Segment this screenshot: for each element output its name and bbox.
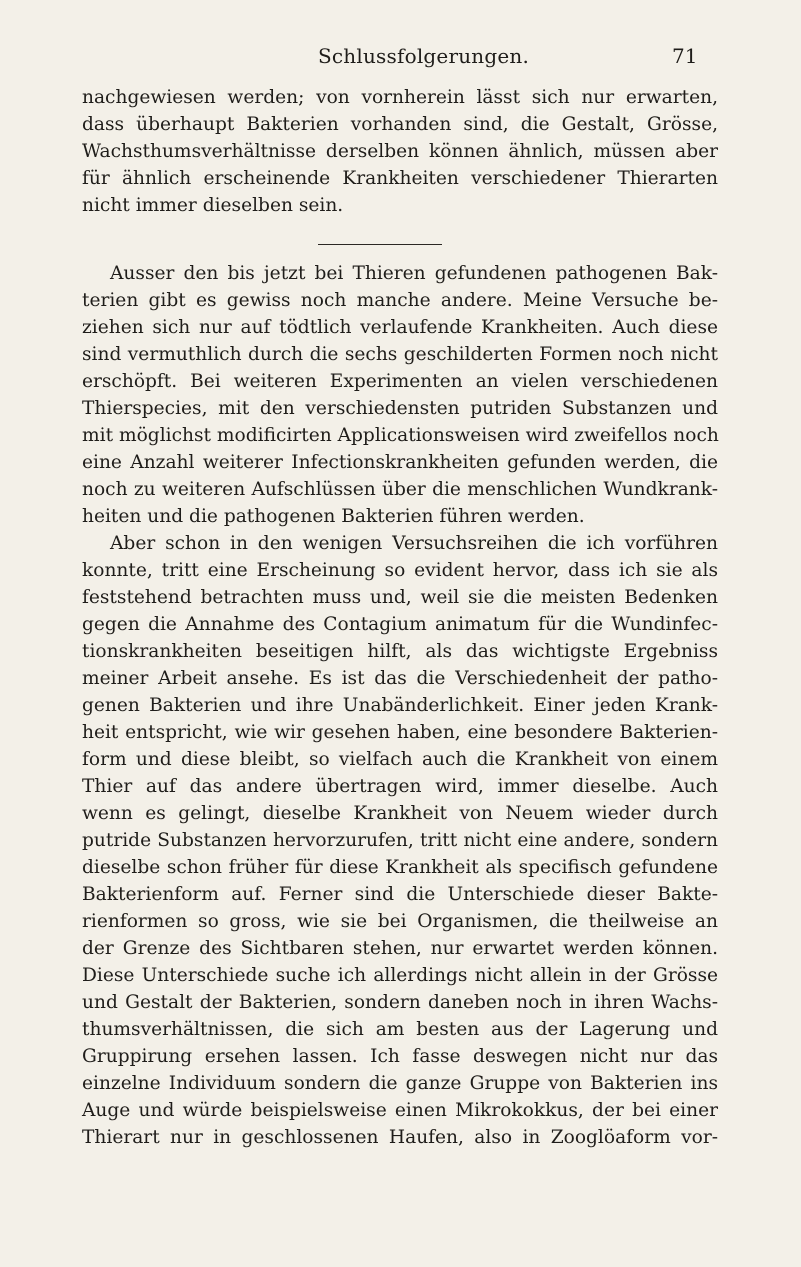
text-line: noch zu weiteren Aufschlüssen über die menschlichen Wundkrank- bbox=[82, 479, 718, 500]
section-divider bbox=[318, 244, 442, 245]
text-line: erschöpft. Bei weiteren Experimenten an vielen verschiedenen bbox=[82, 371, 718, 392]
text-line: für ähnlich erscheinende Krankheiten verschiedener Thierarten bbox=[82, 168, 718, 189]
running-head bbox=[0, 40, 801, 74]
text-line: terien gibt es gewiss noch manche andere. Meine Versuche be- bbox=[82, 290, 718, 311]
text-line: ziehen sich nur auf tödtlich verlaufende Krankheiten. Auch diese bbox=[82, 317, 718, 338]
text-line: Bakterienform auf. Ferner sind die Unterschiede dieser Bakte- bbox=[82, 884, 718, 905]
text-line: Diese Unterschiede suche ich allerdings nicht allein in der Grösse bbox=[82, 965, 718, 986]
text-line: feststehend betrachten muss und, weil sie die meisten Bedenken bbox=[82, 587, 718, 608]
text-line: gegen die Annahme des Contagium animatum für die Wundinfec- bbox=[82, 614, 718, 635]
text-line: meiner Arbeit ansehe. Es ist das die Verschiedenheit der patho- bbox=[82, 668, 718, 689]
text-line: sind vermuthlich durch die sechs geschilderten Formen noch nicht bbox=[82, 344, 718, 365]
text-line: und Gestalt der Bakterien, sondern daneben noch in ihren Wachs- bbox=[82, 992, 718, 1013]
text-line: nicht immer dieselben sein. bbox=[82, 195, 344, 216]
text-line: Thierart nur in geschlossenen Haufen, also in Zooglöaform vor- bbox=[82, 1127, 718, 1148]
paragraph-continuation bbox=[82, 84, 718, 219]
running-title: Schlussfolgerungen. bbox=[318, 44, 530, 68]
text-line: tionskrankheiten beseitigen hilft, als das wichtigste Ergebniss bbox=[82, 641, 718, 662]
text-line: dass überhaupt Bakterien vorhanden sind, die Gestalt, Grösse, bbox=[82, 114, 718, 135]
text-line: nachgewiesen werden; von vornherein lässt sich nur erwarten, bbox=[82, 87, 718, 108]
text-line: putride Substanzen hervorzurufen, tritt nicht eine andere, sondern bbox=[82, 830, 718, 851]
text-line: genen Bakterien und ihre Unabänderlichkeit. Einer jeden Krank- bbox=[82, 695, 718, 716]
text-line: thumsverhältnissen, die sich am besten aus der Lagerung und bbox=[82, 1019, 718, 1040]
paragraph bbox=[82, 530, 718, 1151]
body-text bbox=[82, 260, 718, 1151]
page-number: 71 bbox=[672, 44, 698, 68]
text-line: heit entspricht, wie wir gesehen haben, eine besondere Bakterien- bbox=[82, 722, 718, 743]
text-line: Wachsthumsverhältnisse derselben können ähnlich, müssen aber bbox=[82, 141, 718, 162]
text-line: eine Anzahl weiterer Infectionskrankheiten gefunden werden, die bbox=[82, 452, 718, 473]
text-line: heiten und die pathogenen Bakterien führen werden. bbox=[82, 506, 585, 527]
text-line: Gruppirung ersehen lassen. Ich fasse deswegen nicht nur das bbox=[82, 1046, 718, 1067]
paragraph bbox=[82, 260, 718, 530]
text-line: dieselbe schon früher für diese Krankheit als specifisch gefundene bbox=[82, 857, 718, 878]
text-line: Thier auf das andere übertragen wird, immer dieselbe. Auch bbox=[82, 776, 718, 797]
text-line: Ausser den bis jetzt bei Thieren gefundenen pathogenen Bak- bbox=[110, 263, 718, 284]
text-line: form und diese bleibt, so vielfach auch die Krankheit von einem bbox=[82, 749, 718, 770]
text-line: Thierspecies, mit den verschiedensten putriden Substanzen und bbox=[82, 398, 718, 419]
text-line: Aber schon in den wenigen Versuchsreihen die ich vorführen bbox=[110, 533, 718, 554]
text-line: der Grenze des Sichtbaren stehen, nur erwartet werden können. bbox=[82, 938, 718, 959]
text-line: wenn es gelingt, dieselbe Krankheit von Neuem wieder durch bbox=[82, 803, 718, 824]
text-line: einzelne Individuum sondern die ganze Gruppe von Bakterien ins bbox=[82, 1073, 718, 1094]
text-line: konnte, tritt eine Erscheinung so evident hervor, dass ich sie als bbox=[82, 560, 718, 581]
text-line: Auge und würde beispielsweise einen Mikrokokkus, der bei einer bbox=[82, 1100, 718, 1121]
text-line: mit möglichst modificirten Applicationsweisen wird zweifellos noch bbox=[82, 425, 719, 446]
text-line: rienformen so gross, wie sie bei Organismen, die theilweise an bbox=[82, 911, 718, 932]
